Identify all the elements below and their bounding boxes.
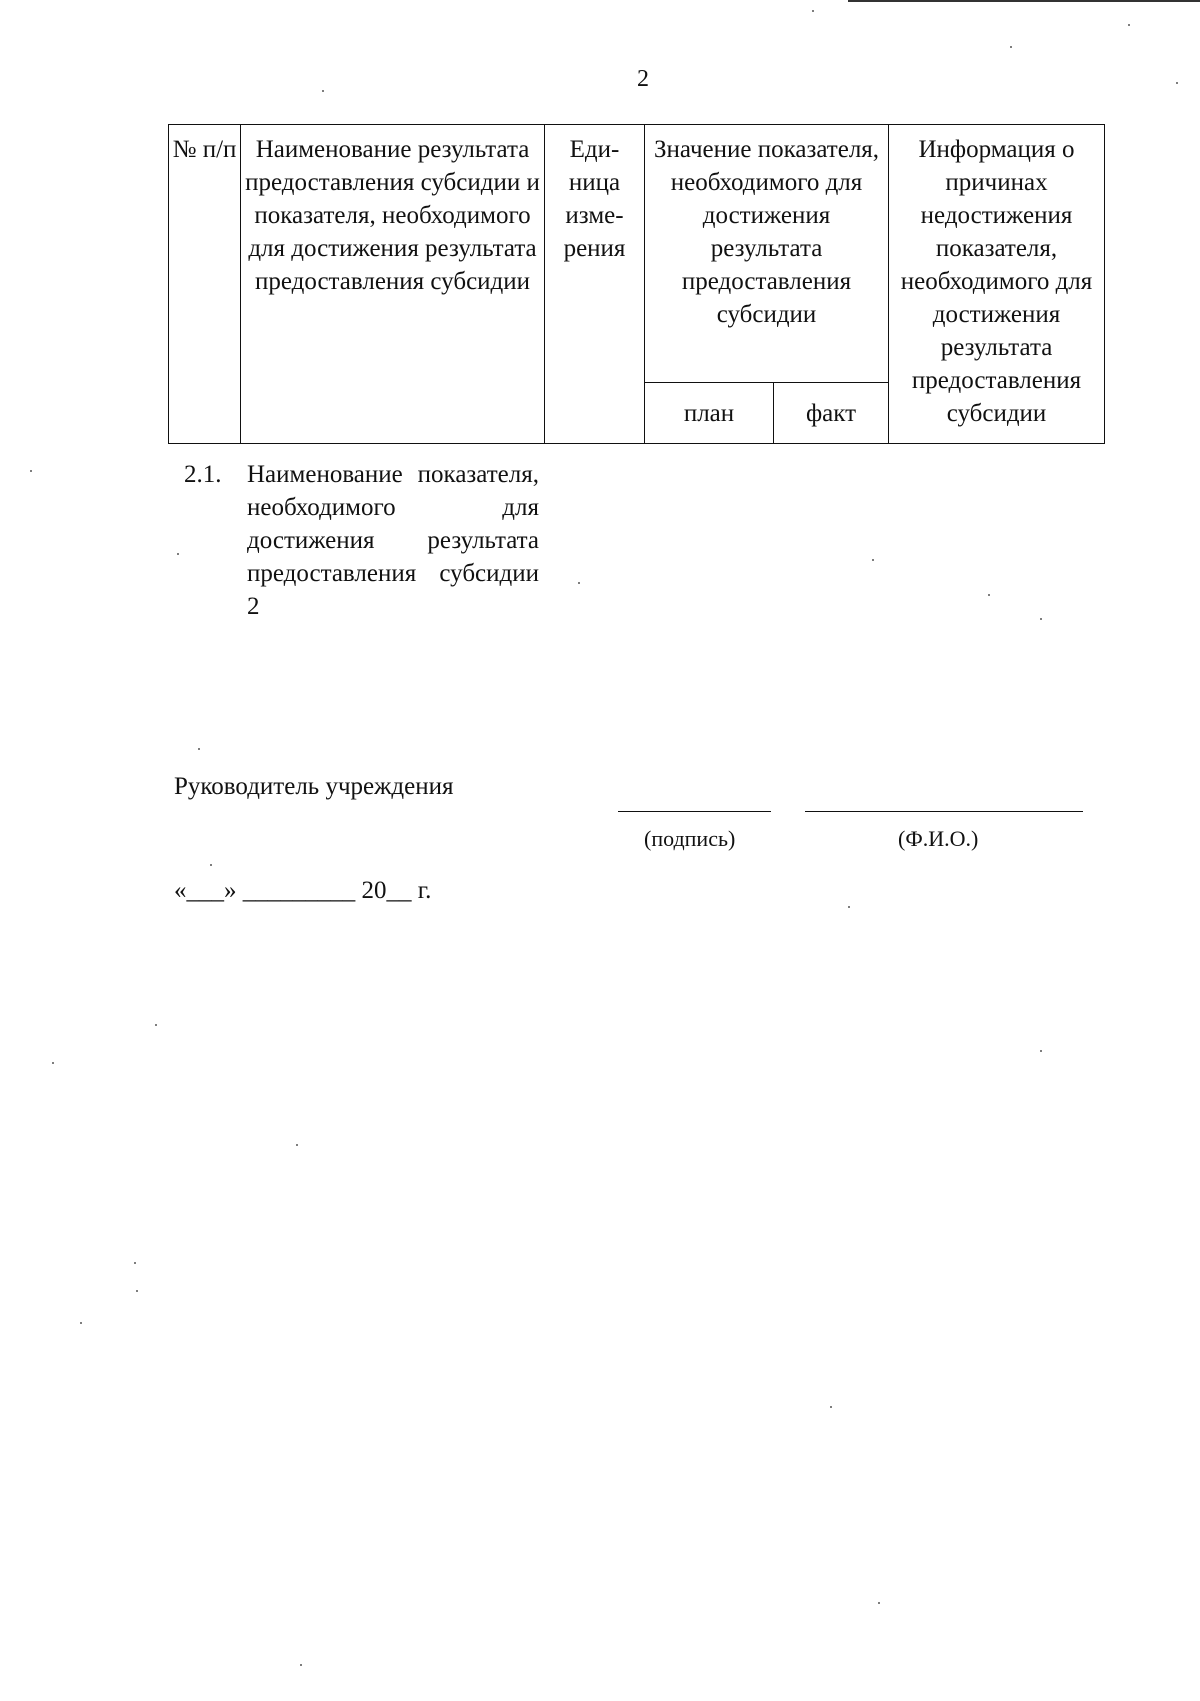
scan-speck [80,1322,82,1324]
report-table [168,124,1105,444]
scan-speck [177,553,179,555]
scan-speck [848,906,850,908]
table-header-row [169,125,1105,383]
scan-speck [878,1602,880,1604]
scan-edge [848,0,1200,2]
header-name: Наименование результата предоставления субсидии и показателя, необходимого для достижения результата предоставления субсидии [241,125,545,444]
scan-speck [872,559,874,561]
name-caption: (Ф.И.О.) [898,826,979,851]
row-name: Наименование показателя, необходимого для достижения результата предоставления субсидии 2 [247,461,539,620]
scan-speck [210,864,212,866]
header-reasons: Информация о причинах недостижения показателя, необходимого для достижения результата предоставления субсидии [889,125,1105,444]
header-value: Значение показателя, необходимого для достижения результата предоставления субсидии [645,125,889,383]
scan-speck [155,1024,157,1026]
signature-caption: (подпись) [644,826,736,851]
header-fact: факт [774,383,889,444]
scan-speck [52,1062,54,1064]
name-line [805,811,1083,812]
signatory-title: Руководитель учреждения [174,773,454,800]
header-plan: план [645,383,774,444]
date-line: «___» _________ 20__ г. [174,877,432,904]
scan-speck [136,1290,138,1292]
scan-speck [830,1406,832,1408]
scan-speck [296,1144,298,1146]
scan-speck [1128,24,1130,26]
header-unit: Еди-ница изме-рения [545,125,645,444]
scan-speck [300,1664,302,1666]
scan-speck [30,470,32,472]
scan-speck [988,594,990,596]
scan-speck [1040,1050,1042,1052]
scan-speck [198,748,200,750]
signature-line [618,811,771,812]
scan-speck [578,582,580,584]
scan-speck [812,10,814,12]
row-number: 2.1. [184,461,222,488]
scan-speck [1010,46,1012,48]
scan-speck [1040,618,1042,620]
header-number: № п/п [169,125,241,444]
scan-speck [134,1262,136,1264]
page-number: 2 [637,66,649,92]
